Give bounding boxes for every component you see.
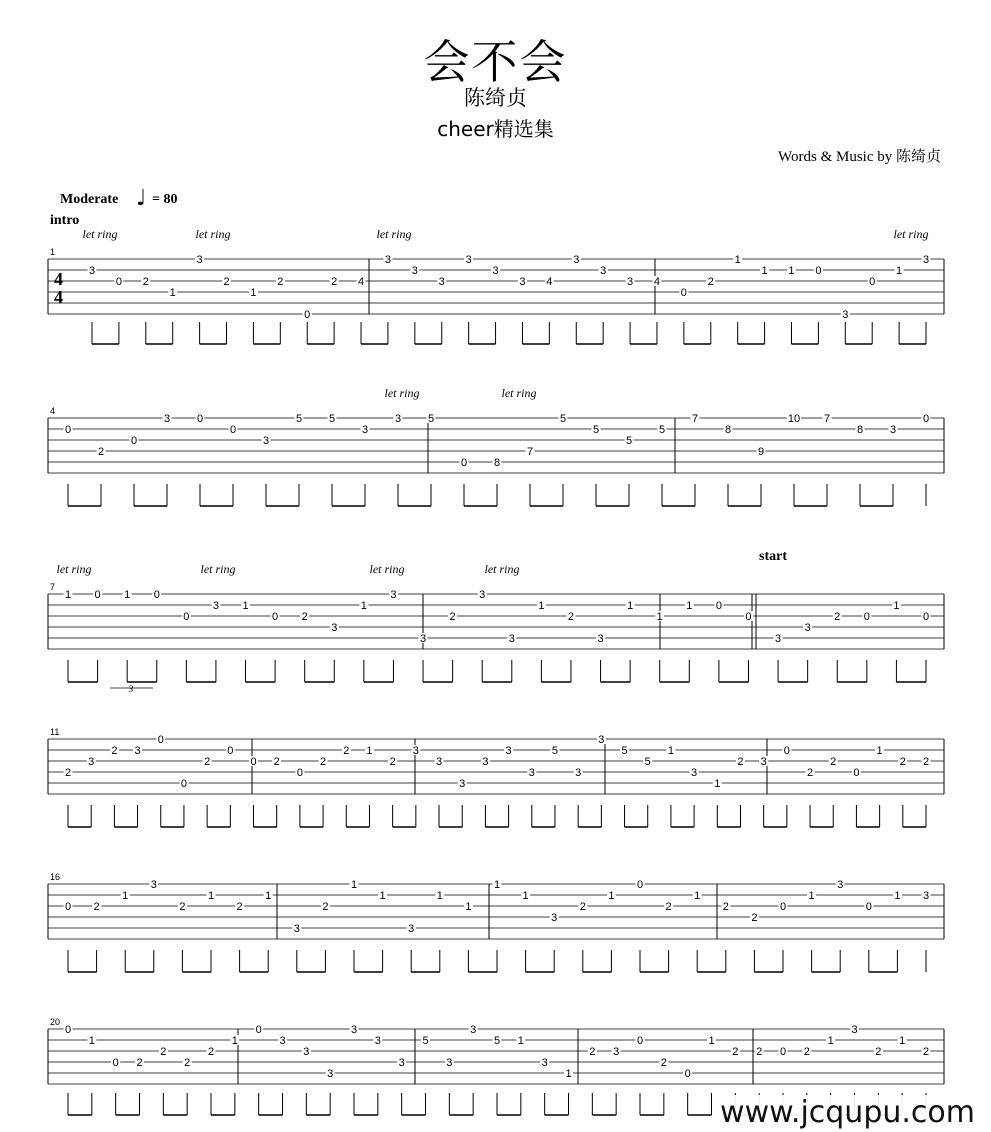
measure-number: 16 [50,872,61,882]
artist-name: 陈绮贞 [464,86,527,110]
fret-number: 3 [88,265,96,277]
credits-line: Words & Music by 陈绮贞 [778,149,941,165]
fret-number: 0 [227,745,234,757]
fret-number: 1 [88,1035,95,1047]
fret-number: 2 [875,1046,882,1058]
fret-number: 1 [827,1035,834,1047]
fret-number: 5 [621,745,628,757]
fret-number: 1 [808,890,815,902]
measure-number: 20 [50,1017,61,1027]
fret-number: 5 [422,1035,429,1047]
fret-number: 8 [856,424,864,436]
fret-number: 9 [757,446,765,458]
fret-number: 1 [493,879,501,891]
fret-number: 1 [169,287,176,299]
fret-number: 3 [327,1068,334,1080]
fret-number: 1 [896,265,903,277]
fret-number: 3 [541,1057,548,1069]
fret-number: 1 [465,901,472,913]
fret-number: 4 [546,276,553,288]
site-watermark: www.jcqupu.com [716,1095,979,1130]
fret-number: 2 [922,1046,930,1058]
fret-number: 0 [183,611,190,623]
fret-number: 3 [597,633,604,645]
fret-number: 3 [613,1046,620,1058]
let-ring-annotation: let ring [893,227,929,241]
song-title: 会不会 [423,35,568,89]
time-signature-top: 4 [54,269,63,289]
fret-number: 1 [761,265,768,277]
fret-number: 5 [328,413,336,425]
fret-number: 5 [592,424,600,436]
fret-number: 3 [293,923,300,935]
fret-number: 3 [196,254,203,266]
fret-number: 1 [686,600,693,612]
fret-number: 3 [411,265,418,277]
fret-number: 2 [732,1046,739,1058]
fret-number: 3 [479,589,486,601]
fret-number: 2 [830,756,837,768]
fret-number: 3 [505,745,512,757]
fret-number: 2 [737,756,744,768]
fret-number: 1 [122,890,129,902]
fret-number: 5 [427,413,435,425]
fret-number: 3 [438,276,445,288]
let-ring-annotation: let ring [384,386,420,400]
fret-number: 2 [320,756,327,768]
fret-number: 0 [112,1057,119,1069]
fret-number: 3 [150,879,157,891]
fret-number: 1 [893,600,900,612]
fret-number: 1 [207,890,215,902]
fret-number: 3 [394,413,402,425]
fret-number: 3 [398,1057,405,1069]
fret-number: 3 [446,1057,453,1069]
section-intro-label: intro [50,213,80,228]
fret-number: 2 [223,276,230,288]
fret-number: 2 [751,912,758,924]
fret-number: 3 [303,1046,310,1058]
fret-number: 1 [265,890,272,902]
fret-number: 1 [538,600,545,612]
fret-number: 2 [64,767,72,779]
fret-number: 2 [301,611,308,623]
fret-number: 2 [579,901,586,913]
measure-number: 1 [50,247,56,257]
fret-number: 5 [551,745,559,757]
fret-number: 2 [236,901,243,913]
fret-number: 2 [97,446,105,458]
fret-number: 0 [153,589,160,601]
let-ring-annotation: let ring [56,562,92,576]
fret-number: 2 [179,901,186,913]
fret-number: 2 [331,276,338,288]
fret-number: 1 [366,745,373,757]
fret-number: 1 [64,589,72,601]
time-signature-bottom: 4 [54,287,63,307]
fret-number: 3 [889,424,897,436]
measure-number: 11 [50,727,60,737]
fret-number: 3 [551,912,558,924]
fret-number: 1 [876,745,883,757]
fret-number: 2 [589,1046,596,1058]
fret-number: 0 [130,435,138,447]
fret-number: 0 [94,589,101,601]
fret-number: 5 [493,1035,501,1047]
fret-number: 0 [272,611,279,623]
fret-number: 0 [865,901,872,913]
fret-number: 7 [823,413,831,425]
fret-number: 7 [691,413,699,425]
fret-number: 0 [922,611,930,623]
fret-number: 0 [180,778,188,790]
fret-number: 3 [408,923,415,935]
fret-number: 0 [115,276,122,288]
fret-number: 2 [834,611,841,623]
fret-number: 3 [470,1024,477,1036]
fret-number: 3 [492,265,499,277]
fret-number: 3 [842,309,849,321]
fret-number: 0 [304,309,311,321]
fret-number: 0 [715,600,722,612]
fret-number: 3 [88,756,95,768]
fret-number: 2 [899,756,906,768]
fret-number: 0 [157,734,164,746]
fret-number: 5 [625,435,633,447]
fret-number: 3 [279,1035,286,1047]
fret-number: 2 [922,756,930,768]
fret-number: 2 [343,745,350,757]
fret-number: 0 [745,611,752,623]
fret-number: 2 [389,756,396,768]
fret-number: 3 [134,745,141,757]
fret-number: 2 [707,276,714,288]
fret-number: 1 [379,890,386,902]
fret-number: 2 [93,901,100,913]
fret-number: 5 [559,413,567,425]
fret-number: 3 [412,745,419,757]
fret-number: 1 [350,879,358,891]
fret-number: 3 [465,254,472,266]
fret-number: 2 [756,1046,763,1058]
let-ring-annotation: let ring [376,227,412,241]
collection-name: cheer精选集 [437,117,554,141]
fret-number: 3 [600,265,607,277]
fret-number: 0 [64,901,72,913]
fret-number: 1 [242,600,249,612]
fret-number: 0 [229,424,237,436]
measure-number: 7 [50,582,56,592]
fret-number: 3 [922,254,930,266]
fret-number: 1 [608,890,615,902]
fret-number: 1 [788,265,795,277]
fret-number: 5 [658,424,666,436]
fret-number: 0 [636,1035,644,1047]
fret-number: 2 [665,901,672,913]
fret-number: 7 [526,446,534,458]
fret-number: 2 [142,276,149,288]
fret-number: 1 [565,1068,572,1080]
fret-number: 3 [163,413,171,425]
fret-number: 3 [837,879,844,891]
fret-number: 3 [331,622,338,634]
fret-number: 1 [231,1035,238,1047]
fret-number: 2 [322,901,329,913]
fret-number: 3 [760,756,767,768]
tempo-marking: Moderate [60,192,119,207]
fret-number: 8 [724,424,732,436]
fret-number: 3 [390,589,397,601]
fret-number: 0 [815,265,822,277]
fret-number: 3 [573,254,580,266]
fret-number: 2 [136,1057,143,1069]
fret-number: 1 [708,1035,715,1047]
fret-number: 1 [522,890,529,902]
fret-number: 0 [460,457,468,469]
fret-number: 1 [360,600,367,612]
fret-number: 2 [277,276,284,288]
fret-number: 1 [667,745,674,757]
fret-number: 1 [714,778,721,790]
fret-number: 4 [653,276,661,288]
fret-number: 2 [722,901,729,913]
fret-number: 0 [250,756,257,768]
fret-number: 2 [204,756,211,768]
fret-number: 3 [922,890,930,902]
fret-number: 2 [806,767,814,779]
let-ring-annotation: let ring [195,227,231,241]
fret-number: 3 [361,424,369,436]
fret-number: 1 [899,1035,906,1047]
fret-number: 2 [160,1046,167,1058]
fret-number: 3 [508,633,515,645]
fret-number: 3 [575,767,582,779]
fret-number: 1 [517,1035,524,1047]
fret-number: 3 [851,1024,858,1036]
fret-number: 0 [296,767,303,779]
fret-number: 2 [449,611,456,623]
fret-number: 1 [656,611,663,623]
fret-number: 0 [779,901,787,913]
fret-number: 0 [64,424,72,436]
fret-number: 0 [255,1024,262,1036]
fret-number: 0 [783,745,790,757]
let-ring-annotation: let ring [82,227,118,241]
fret-number: 10 [787,413,801,425]
fret-number: 0 [64,1024,72,1036]
fret-number: 3 [350,1024,358,1036]
fret-number: 3 [482,756,489,768]
fret-number: 3 [374,1035,381,1047]
section-start-label: start [759,549,787,564]
fret-number: 0 [636,879,644,891]
fret-number: 3 [528,767,535,779]
fret-number: 5 [295,413,303,425]
fret-number: 3 [519,276,526,288]
fret-number: 3 [775,633,782,645]
fret-number: 5 [644,756,651,768]
fret-number: 0 [196,413,204,425]
fret-number: 2 [567,611,575,623]
fret-number: 1 [250,287,257,299]
fret-number: 3 [598,734,605,746]
let-ring-annotation: let ring [369,562,405,576]
fret-number: 8 [493,457,501,469]
fret-number: 0 [922,413,930,425]
fret-number: 1 [734,254,741,266]
triplet-number: 3 [128,684,134,694]
tempo-value: = 80 [152,192,178,207]
quarter-note-icon: ♩ [136,186,147,211]
fret-number: 3 [212,600,219,612]
fret-number: 1 [124,589,131,601]
fret-number: 3 [459,778,466,790]
fret-number: 2 [660,1057,667,1069]
let-ring-annotation: let ring [501,386,537,400]
fret-number: 2 [207,1046,215,1058]
measure-number: 4 [50,406,56,416]
fret-number: 2 [184,1057,191,1069]
let-ring-annotation: let ring [484,562,520,576]
fret-number: 3 [419,633,427,645]
fret-number: 1 [627,600,634,612]
fret-number: 3 [384,254,391,266]
fret-number: 3 [627,276,634,288]
fret-number: 4 [357,276,365,288]
fret-number: 0 [853,767,860,779]
fret-number: 2 [803,1046,810,1058]
fret-number: 0 [863,611,870,623]
let-ring-annotation: let ring [200,562,236,576]
fret-number: 2 [273,756,280,768]
fret-number: 3 [691,767,698,779]
fret-number: 0 [684,1068,691,1080]
fret-number: 3 [435,756,443,768]
fret-number: 1 [894,890,901,902]
fret-number: 2 [111,745,118,757]
fret-number: 0 [680,287,687,299]
fret-number: 3 [804,622,811,634]
fret-number: 0 [869,276,876,288]
fret-number: 0 [779,1046,787,1058]
fret-number: 1 [694,890,701,902]
fret-number: 1 [436,890,443,902]
fret-number: 3 [262,435,270,447]
